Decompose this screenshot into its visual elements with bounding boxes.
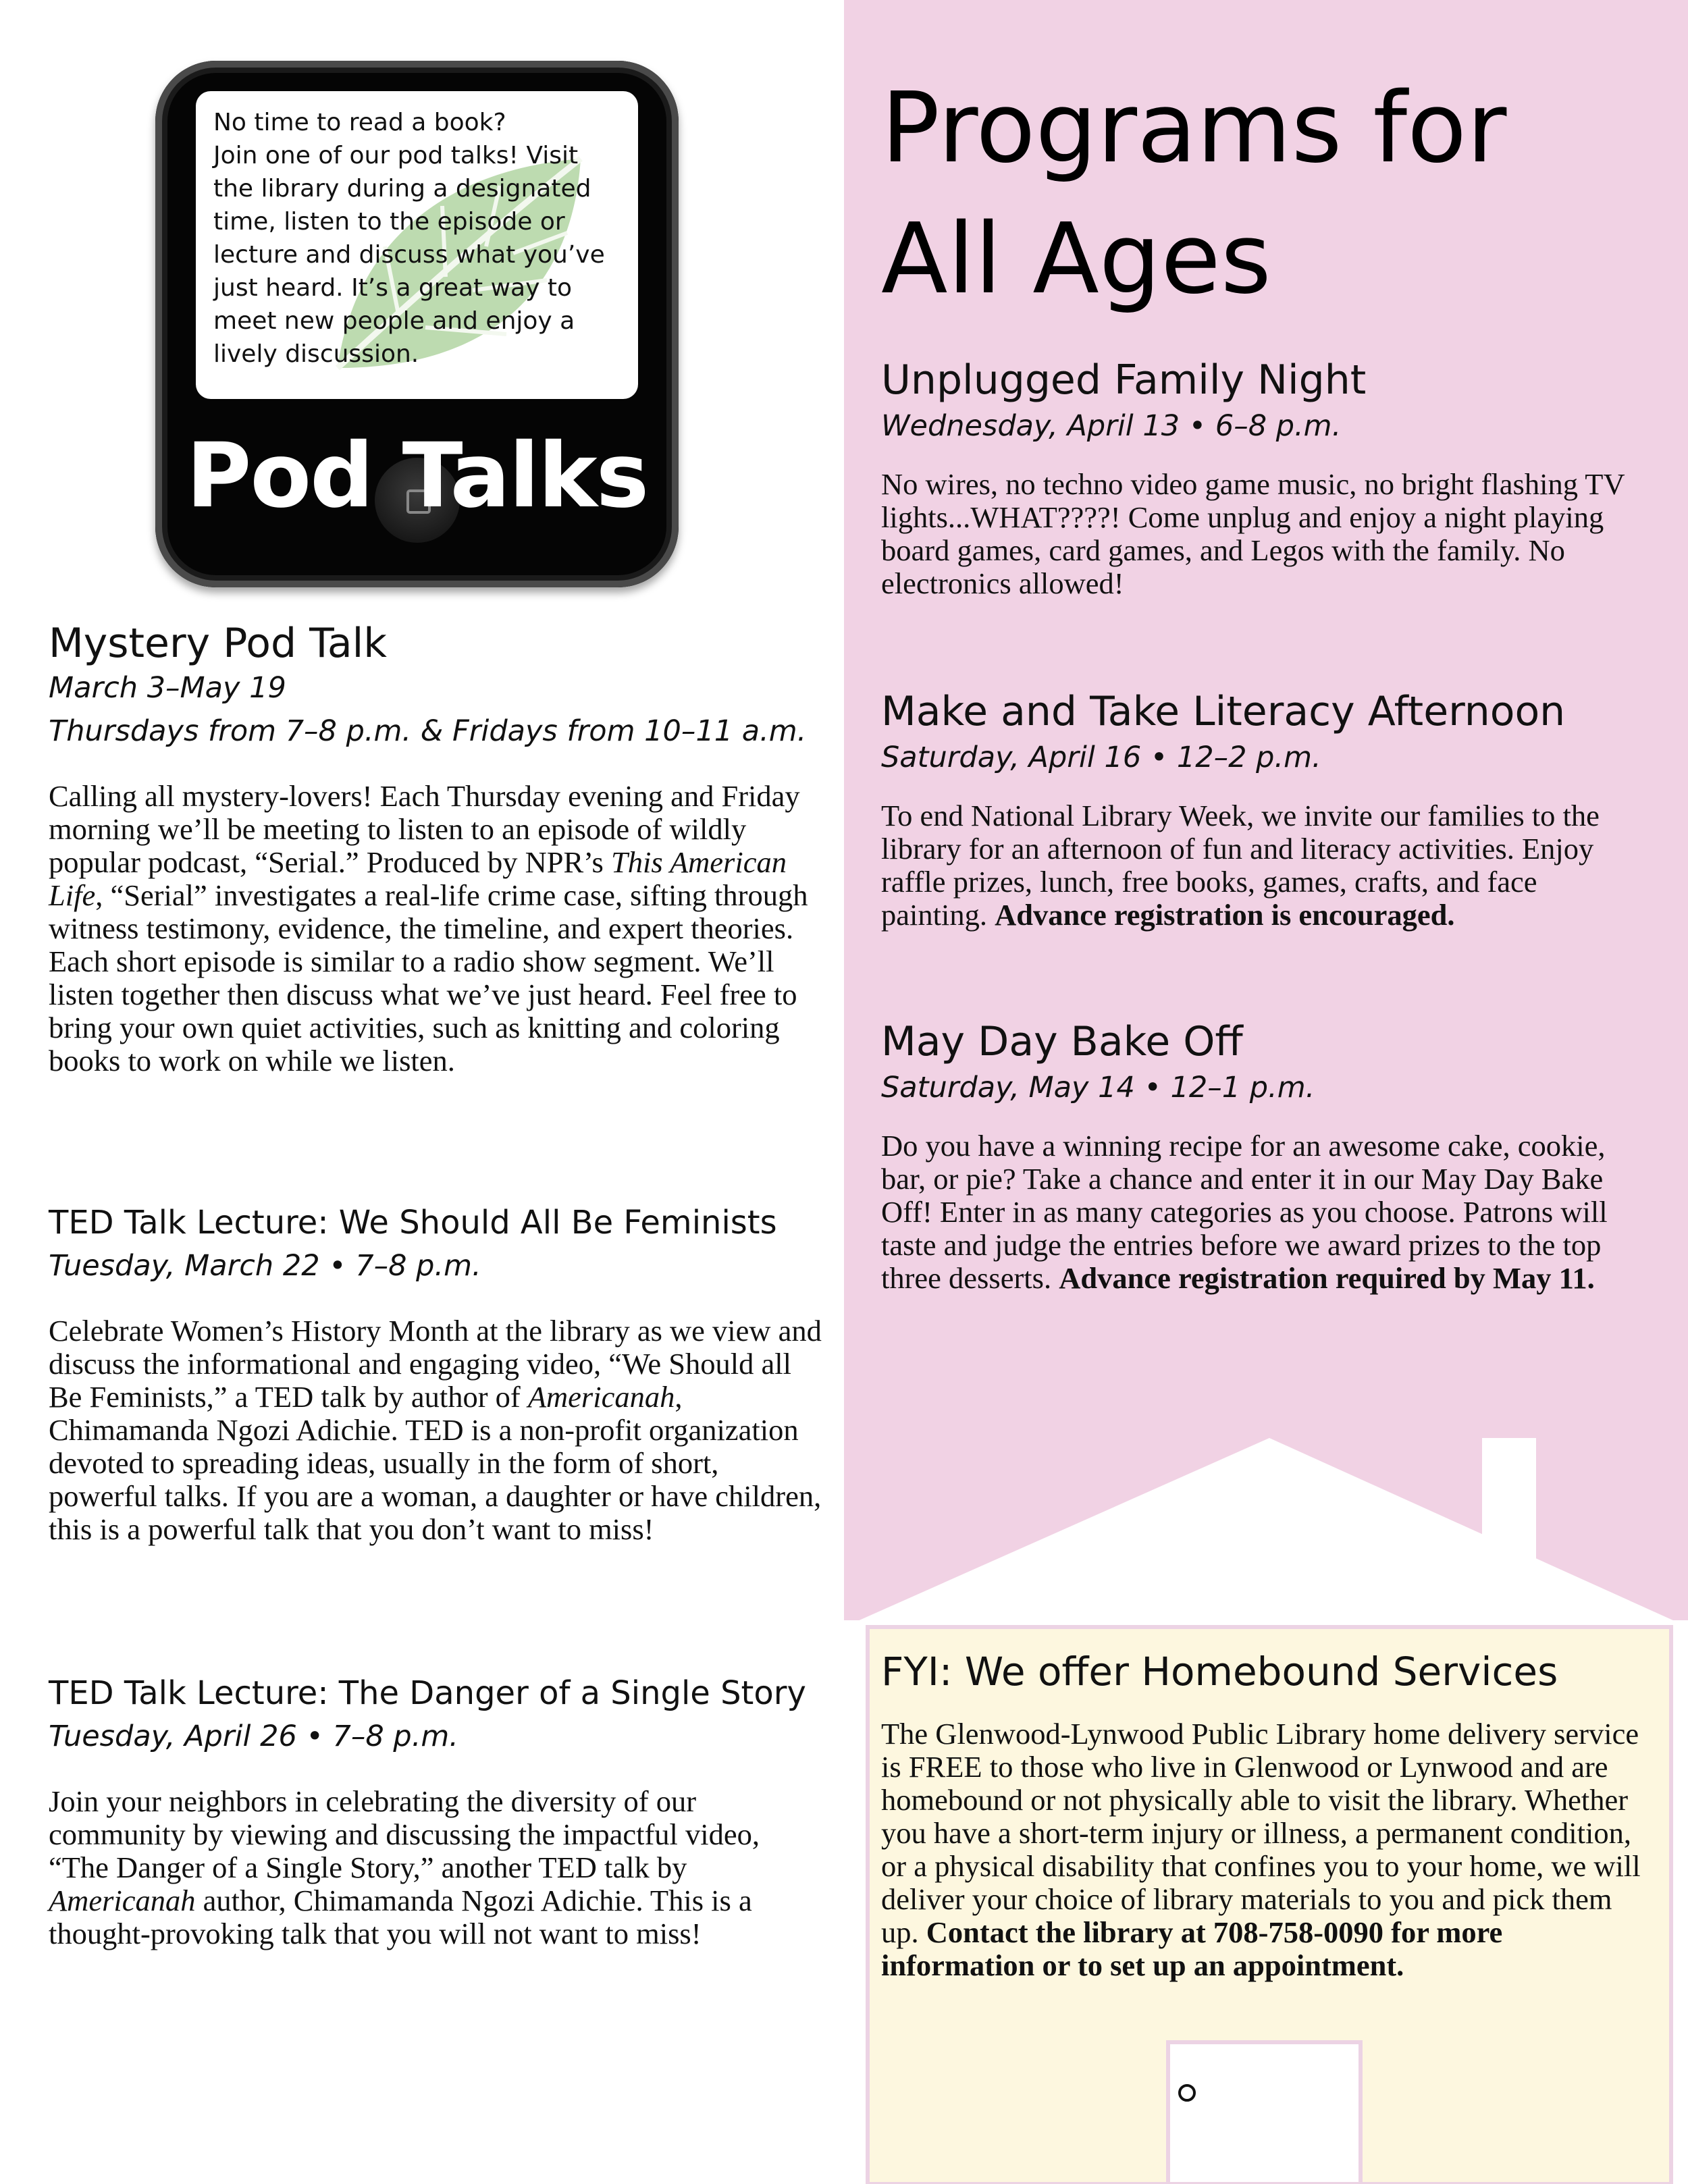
event-date: Saturday, April 16 • 12–2 p.m. (881, 741, 1321, 774)
event-title: Mystery Pod Talk (49, 620, 388, 667)
event-title: May Day Bake Off (881, 1018, 1243, 1065)
event-title: Unplugged Family Night (881, 356, 1367, 404)
fyi-description: The Glenwood-Lynwood Public Library home delivery service is FREE to those who live in Glenwood or Lynwood and are homebound or not physically able to visit the library. Whether you have a short-term injury or illness, a permanent condition, or a physical disability that confines you to your home, we will deliver your choice of library materials to you and pick them up. Contact the library at 708-758-0090 for more information or to set up an appointment. (881, 1717, 1641, 1982)
event-description: Do you have a winning recipe for an awesome cake, cookie, bar, or pie? Take a chance and enter it in our May Day Bake Off! Enter in as many categories as you choose. Patrons will taste and judge the entries before we award prizes to the top three desserts. Advance registration required by May 11. (881, 1129, 1608, 1295)
event-description: Calling all mystery-lovers! Each Thursday evening and Friday morning we’ll be meeting to listen to an episode of wildly popular podcast, “Serial.” Produced by NPR’s This American Life, “Serial” investigates a real-life crime case, sifting through witness testimony, evidence, the timeline, and expert theories. Each short episode is similar to a radio show segment. We’ll listen together then discuss what we’ve just heard. Feel free to bring your own quiet activities, such as knitting and coloring books to work on while we listen. (49, 779, 808, 1077)
event-date: Wednesday, April 13 • 6–8 p.m. (881, 409, 1342, 443)
event-title: TED Talk Lecture: We Should All Be Feminists (49, 1204, 777, 1242)
event-make-and-take (881, 687, 1644, 932)
event-ted-feminists (49, 1198, 825, 1546)
event-unplugged-family-night (881, 356, 1644, 600)
event-ted-single-story (49, 1669, 825, 1950)
event-may-day-bake-off (881, 1017, 1644, 1295)
programs-title: Programs for All Ages (881, 71, 1507, 315)
fyi-homebound-services (881, 1647, 1644, 1982)
event-description: Celebrate Women’s History Month at the library as we view and discuss the informational and engaging video, “We Should all Be Feminists,” a TED talk by author of Americanah, Chimamanda Ngozi Adichie. TED is a non-profit organization devoted to spreading ideas, usually in the form of short, powerful talks. If you are a woman, a daughter or have children, this is a powerful talk that you don’t want to miss! (49, 1314, 822, 1546)
pod-talks-screen (196, 91, 638, 399)
event-description: To end National Library Week, we invite our families to the library for an afternoon of fun and literacy activities. Enjoy raffle prizes, lunch, free books, games, crafts, and face painting. Advance registration is encouraged. (881, 799, 1600, 932)
event-title: TED Talk Lecture: The Danger of a Single Story (49, 1674, 806, 1712)
event-date: Saturday, May 14 • 12–1 p.m. (881, 1071, 1315, 1104)
fyi-title: FYI: We offer Homebound Services (881, 1649, 1558, 1695)
pod-talks-intro: No time to read a book? Join one of our pod talks! Visit the library during a designated time, listen to the episode or lecture and discuss what you’ve just heard. It’s a great way to meet new people and enjoy a lively discussion. (213, 109, 605, 368)
event-date: March 3–May 19 (49, 671, 286, 705)
event-description: No wires, no techno video game music, no bright flashing TV lights...WHAT????! Come unplug and enjoy a night playing board games, card games, and Legos with the family. No electronics allowed! (881, 467, 1625, 600)
event-description: Join your neighbors in celebrating the diversity of our community by viewing and discussing the impactful video, “The Danger of a Single Story,” another TED talk by Americanah author, Chimamanda Ngozi Adichie. This is a thought-provoking talk that you will not want to miss! (49, 1784, 760, 1950)
event-date: Tuesday, March 22 • 7–8 p.m. (49, 1249, 481, 1283)
event-title: Make and Take Literacy Afternoon (881, 688, 1566, 735)
pod-talks-title: Pod Talks (186, 424, 648, 528)
event-mystery-pod-talk (49, 619, 825, 1077)
pod-talks-device (155, 61, 679, 587)
event-date: Tuesday, April 26 • 7–8 p.m. (49, 1720, 458, 1753)
event-schedule: Thursdays from 7–8 p.m. & Fridays from 10–11 a.m. (49, 714, 807, 748)
